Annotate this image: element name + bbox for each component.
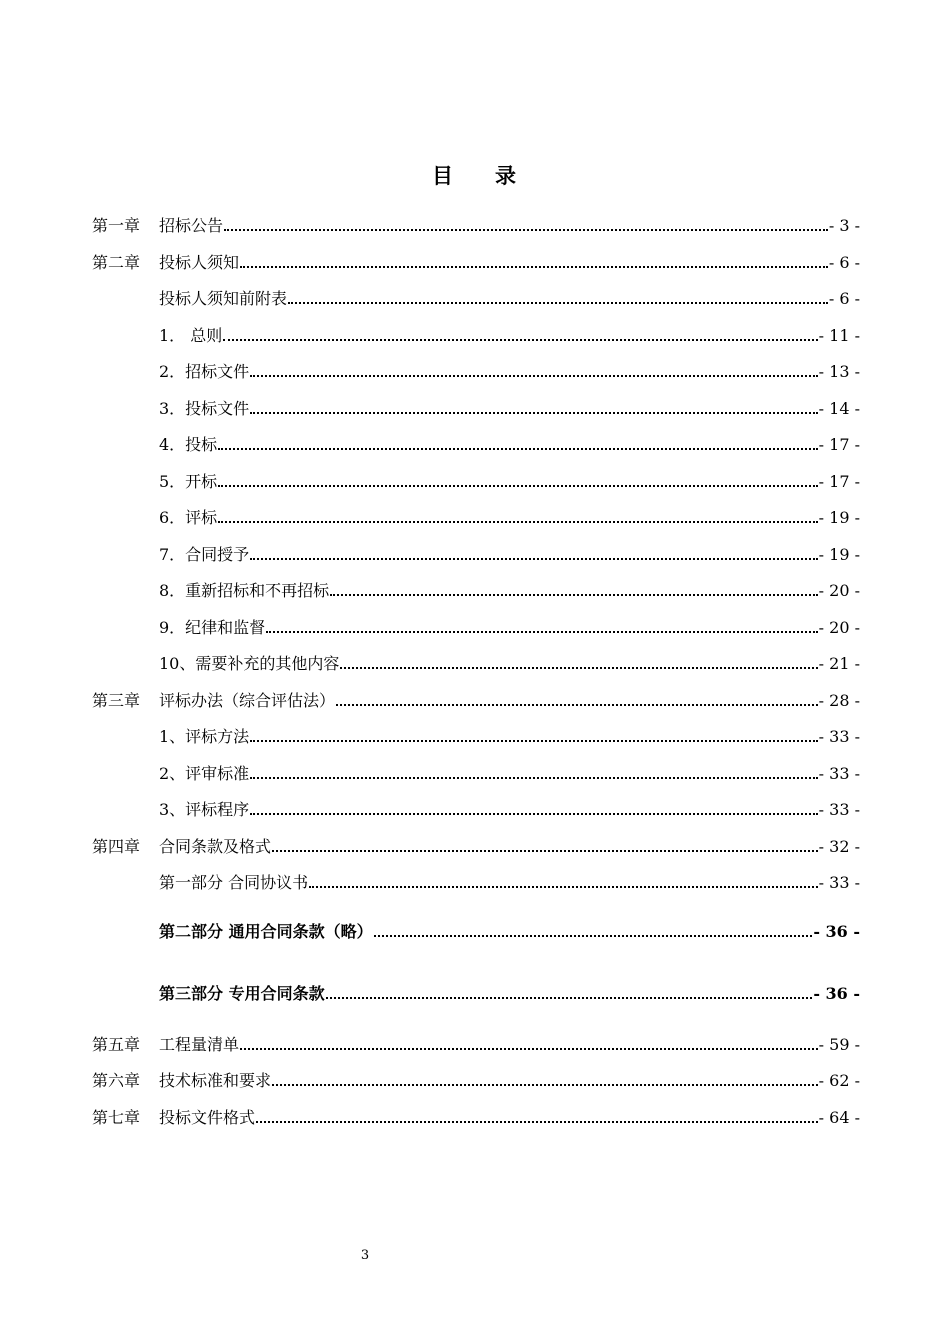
toc-entry[interactable] [159,614,860,638]
toc-entry-title: 技术标准和要求 [159,1071,272,1090]
toc-entry[interactable] [159,504,860,528]
toc-title-char-2: 录 [495,163,518,188]
toc-page-number: - 36 - [813,984,860,1003]
dot-leader [374,935,813,937]
toc-entry-title: 8．重新招标和不再招标 [159,581,330,600]
toc-entry[interactable] [159,468,860,492]
toc-entry-title: 投标文件格式 [159,1108,256,1127]
toc-entry-title: 第二部分 通用合同条款（略） [159,922,373,941]
dot-leader [256,1121,818,1123]
toc-entry[interactable] [159,796,860,820]
toc-title-char-1: 目 [432,163,455,188]
toc-page-number: - 17 - [818,472,860,491]
toc-chapter-label: 第七章 [92,1108,141,1127]
toc-chapter-label: 第五章 [92,1035,141,1054]
toc-page-number: - 19 - [818,508,860,527]
toc-entry-title: 工程量清单 [159,1035,240,1054]
toc-entry-title: 3．投标文件 [159,399,250,418]
toc-page-number: - 3 - [828,216,860,235]
toc-chapter-label: 第一章 [92,216,141,235]
toc-entry[interactable] [159,431,860,455]
dot-leader [272,850,818,852]
toc-entry[interactable] [159,358,860,382]
toc-entry[interactable] [159,918,860,942]
toc-page-number: - 20 - [818,618,860,637]
dot-leader [266,631,817,633]
toc-page-number: - 20 - [818,581,860,600]
toc-page-number: - 19 - [818,545,860,564]
toc-chapter-label: 第四章 [92,837,141,856]
toc-page-number: - 6 - [828,253,860,272]
toc-page-number: - 6 - [828,289,860,308]
toc-page-number: - 64 - [818,1108,860,1127]
toc-page-number: - 33 - [818,764,860,783]
toc-entry[interactable] [159,723,860,747]
dot-leader [250,740,817,742]
toc-entry[interactable] [92,1067,860,1091]
toc-entry[interactable] [159,577,860,601]
toc-page-number: - 13 - [818,362,860,381]
toc-entry-title: 1、评标方法 [159,727,250,746]
toc-page-number: - 33 - [818,873,860,892]
toc-chapter-label: 第二章 [92,253,141,272]
toc-entry[interactable] [159,650,860,674]
toc-entry[interactable] [159,980,860,1004]
toc-entry-title: 招标公告 [159,216,224,235]
page-number: 3 [360,1248,370,1263]
toc-entry-title: 投标人须知前附表 [159,289,288,308]
dot-leader [250,777,817,779]
toc-entry-title: 5．开标 [159,472,218,491]
toc-page-number: - 62 - [818,1071,860,1090]
dot-leader [250,813,817,815]
toc-entry-title: 第一部分 合同协议书 [159,873,309,892]
toc-entry[interactable] [159,760,860,784]
dot-leader [240,1048,818,1050]
toc-entry[interactable] [92,1031,860,1055]
toc-page-number: - 32 - [818,837,860,856]
toc-entry[interactable] [92,833,860,857]
toc-entry[interactable] [159,285,860,309]
toc-title [0,160,950,190]
toc-entry-title: 1． 总则 [159,326,223,345]
toc-page-number: - 33 - [818,800,860,819]
toc-entry-title: 6．评标 [159,508,218,527]
dot-leader [218,521,817,523]
toc-entry-title: 合同条款及格式 [159,837,272,856]
toc-entry[interactable] [159,395,860,419]
toc-entry-title: 评标办法（综合评估法） [159,691,336,710]
toc-entry-title: 7．合同授予 [159,545,250,564]
toc-entry-title: 2、评审标准 [159,764,250,783]
toc-entry-title: 10、需要补充的其他内容 [159,654,340,673]
dot-leader [330,594,817,596]
toc-entry-title: 2．招标文件 [159,362,250,381]
toc-page-number: - 11 - [818,326,860,345]
dot-leader [340,667,817,669]
toc-page-number: - 14 - [818,399,860,418]
toc-entry[interactable] [92,249,860,273]
toc-entry-title: 投标人须知 [159,253,240,272]
dot-leader [250,558,817,560]
toc-entry-title: 3、评标程序 [159,800,250,819]
toc-chapter-label: 第六章 [92,1071,141,1090]
dot-leader [336,704,818,706]
toc-entry[interactable] [92,212,860,236]
toc-page-number: - 36 - [813,922,860,941]
dot-leader [326,997,813,999]
toc-page-number: - 21 - [818,654,860,673]
toc-entry[interactable] [159,541,860,565]
toc-entry-title: 4．投标 [159,435,218,454]
dot-leader [272,1084,818,1086]
toc-page-number: - 17 - [818,435,860,454]
dot-leader [218,485,817,487]
dot-leader [223,339,817,341]
dot-leader [218,448,817,450]
toc-entry[interactable] [92,1104,860,1128]
dot-leader [250,375,817,377]
toc-chapter-label: 第三章 [92,691,141,710]
toc-page-number: - 33 - [818,727,860,746]
toc-entry[interactable] [159,869,860,893]
toc-page-number: - 28 - [818,691,860,710]
toc-entry[interactable] [159,322,860,346]
dot-leader [240,266,828,268]
toc-entry-title: 9．纪律和监督 [159,618,266,637]
toc-entry[interactable] [92,687,860,711]
dot-leader [224,229,828,231]
toc-page-number: - 59 - [818,1035,860,1054]
dot-leader [288,302,828,304]
toc-entry-title: 第三部分 专用合同条款 [159,984,325,1003]
dot-leader [250,412,817,414]
dot-leader [309,886,818,888]
